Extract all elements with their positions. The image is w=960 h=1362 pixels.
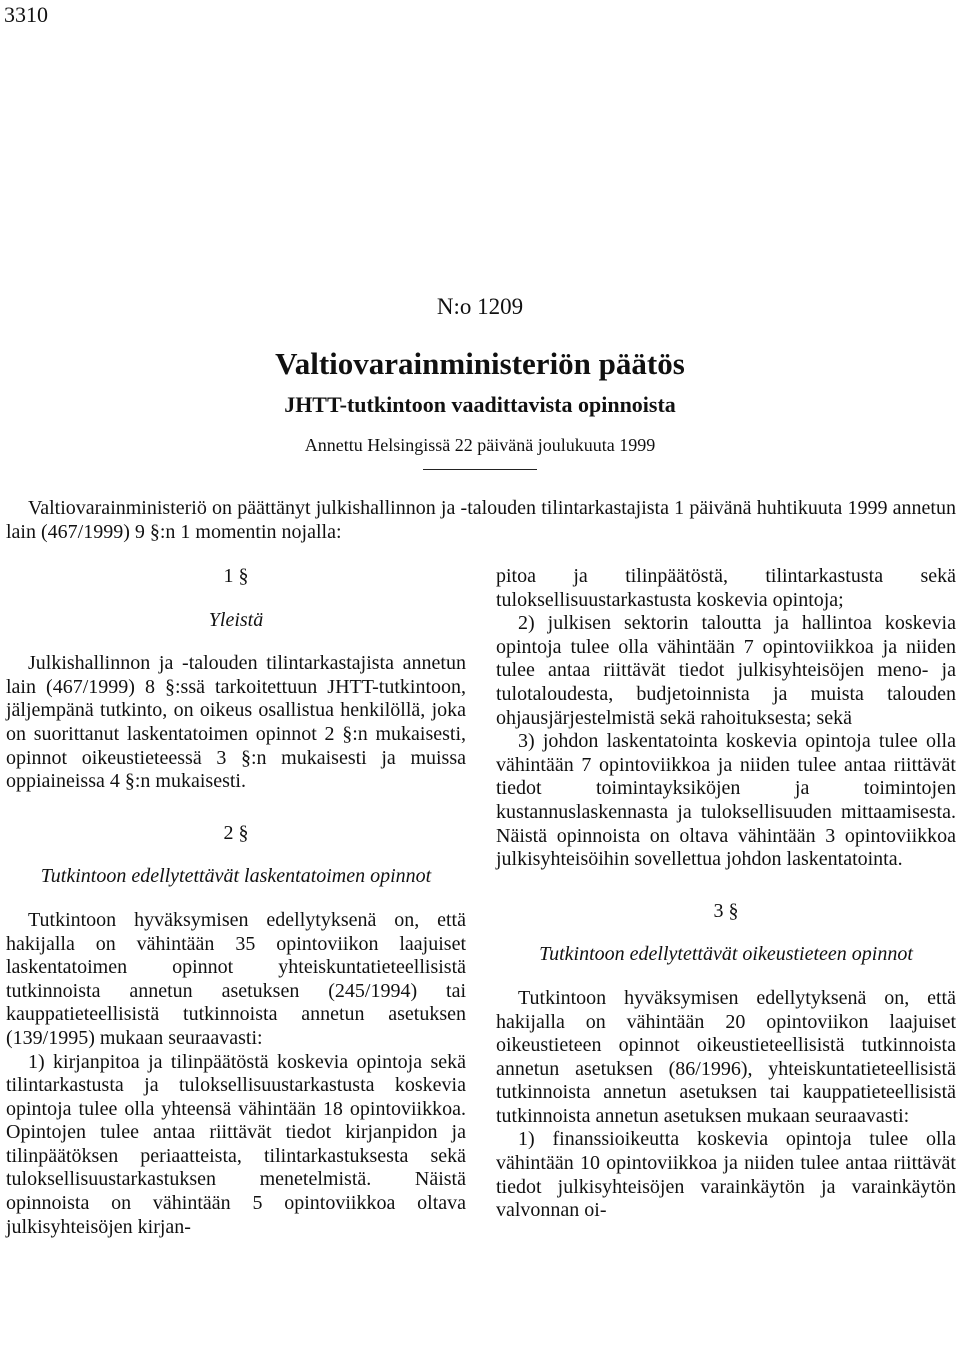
document-title: Valtiovarainministeriön päätös (275, 346, 685, 381)
section-3-number: 3 § (713, 899, 739, 922)
section-3-paragraph-1: Tutkintoon hyväksymisen edellytyksenä on, että hakijalla on vähintään 20 opintoviikon laajuiset oikeustieteen opinnot oikeustieteellisistä tutkinnoista annetun asetuksen (86/1996), yhteiskuntatieteellisistä tutkinnoista annetun asetuksen tai kauppatieteellisistä tutkinnoista annetun asetuksen mukaan seuraavasti: (496, 986, 956, 1127)
section-1-paragraph: Julkishallinnon ja -talouden tilintarkastajista annetun lain (467/1999) 8 §:ssä tarkoitettuun JHTT-tutkintoon, jäljempänä tutkinto, on oikeus osallistua henkilöllä, joka on suorittanut laskentatoimen opinnot 2 §:n mukaisesti, opinnot oikeustieteessä 3 §:n mukaisesti ja muissa oppiaineissa 4 §:n mukaisesti. (6, 652, 466, 793)
section-2-paragraph-1: Tutkintoon hyväksymisen edellytyksenä on, että hakijalla on vähintään 35 opintoviikon laajuiset laskentatoimen opinnot yhteiskuntatieteellisistä tutkinnoista annetun asetuksen (245/1994) tai kauppatieteellisistä tutkinnoista annetun asetuksen (139/1995) mukaan seuraavasti: (6, 908, 466, 1049)
section-2-title: Tutkintoon edellytettävät laskentatoimen opinnot (40, 865, 432, 888)
section-2-number: 2 § (223, 821, 249, 844)
section-1-number: 1 § (223, 565, 249, 587)
section-2-paragraph-2-start: 1) kirjanpitoa ja tilinpäätöstä koskevia opintoja sekä tilintarkastusta ja tuloksellisuustarkastusta koskevia opintoja tulee olla yhteensä vähintään 18 opintoviikkoa. Opintojen tulee antaa riittävät tiedot kirjanpidon ja tilinpäätöksen periaatteista, tilintarkastuksesta sekä tuloksellisuustarkastuksen menetelmistä. Näistä opinnoista on vähintään 5 opintoviikkoa oltava julkisyhteisöjen kirjan- (6, 1050, 466, 1238)
left-column (6, 565, 466, 1239)
header-divider (423, 469, 537, 470)
document-subtitle: JHTT-tutkintoon vaadittavista opinnoista (284, 392, 676, 417)
section-1-title: Yleistä (208, 608, 264, 631)
right-column (496, 565, 956, 1223)
preamble: Valtiovarainministeriö on päättänyt julkishallinnon ja -talouden tilintarkastajista 1 päivänä huhtikuuta 1999 annetun lain (467/1999) 9 §:n 1 momentin nojalla: (6, 497, 956, 543)
section-2-paragraph-4: 3) johdon laskentatointa koskevia opintoja tulee olla vähintään 7 opintoviikkoa ja niiden tulee antaa riittävät tiedot toimintayksiköjen ja toimintojen kustannuslaskennasta ja tuloksellisuuden mittaamisesta. Näistä opinnoista on oltava vähintään 3 opintoviikkoa julkisyhteisöihin sovellettua johdon laskentatointa. (496, 730, 956, 871)
section-2-paragraph-3: 2) julkisen sektorin taloutta ja hallintoa koskevia opintoja tulee olla vähintään 7 opintoviikkoa ja niiden tulee antaa riittävät tiedot julkisyhteisöjen meno- ja tulotaloudesta, budjetoinnista ja muista talouden ohjausjärjestelmistä sekä rahoituksesta; sekä (496, 612, 956, 729)
section-3-title: Tutkintoon edellytettävät oikeustieteen opinnot (539, 943, 913, 966)
document-date-line: Annettu Helsingissä 22 päivänä joulukuuta 1999 (304, 435, 656, 455)
document-number: N:o 1209 (436, 294, 524, 319)
page-number: 3310 (4, 2, 48, 27)
section-3-paragraph-2: 1) finanssioikeutta koskevia opintoja tulee olla vähintään 10 opintoviikkoa ja niiden tulee antaa riittävät tiedot julkisyhteisöjen varainkäytön ja varainkäytön valvonnan oi- (496, 1128, 956, 1222)
section-2-paragraph-2-end: pitoa ja tilinpäätöstä, tilintarkastusta sekä tuloksellisuustarkastusta koskevia opintoja; (496, 565, 956, 611)
